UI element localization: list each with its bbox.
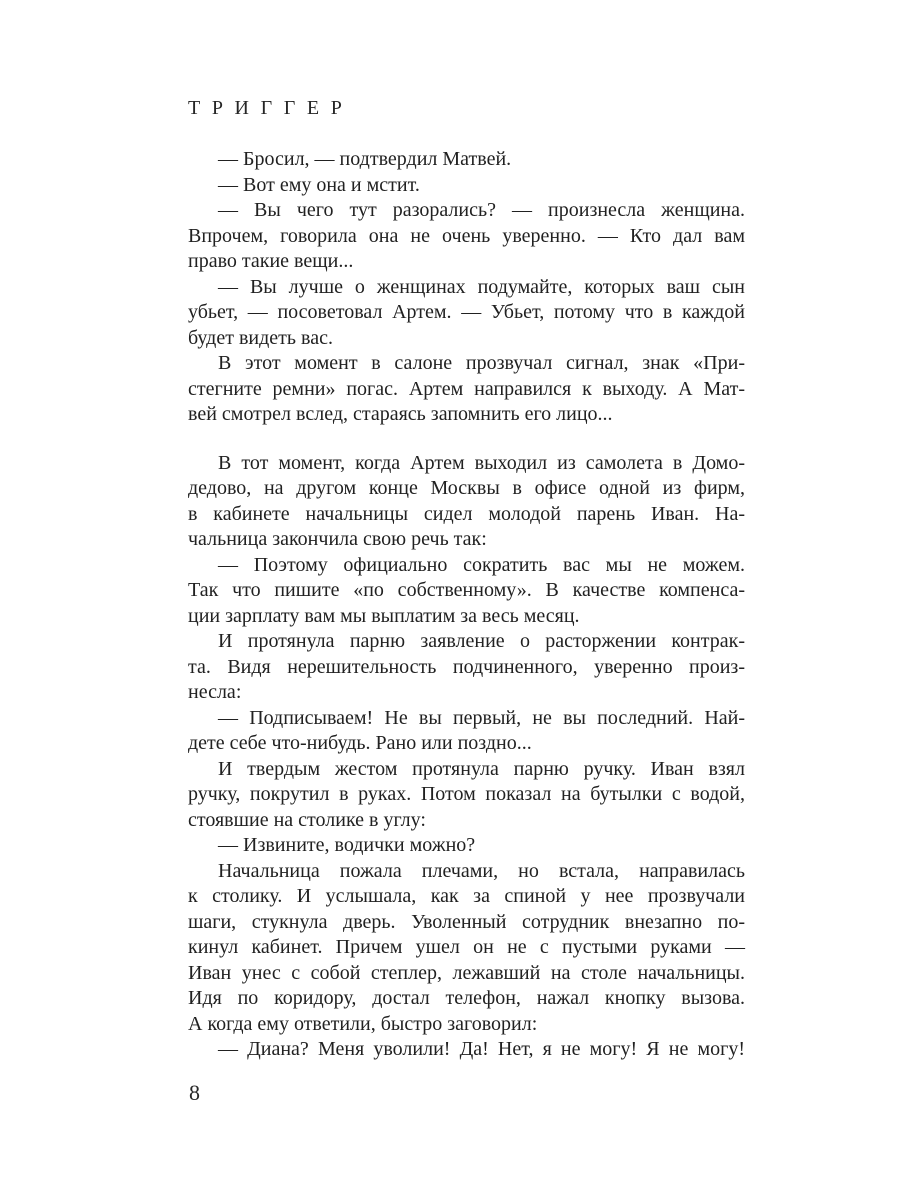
text-line: дете себе что-нибудь. Рано или поздно... (188, 732, 532, 754)
text-line: Иван унес с собой степлер, лежавший на столе начальницы. (188, 961, 745, 984)
text-line: стоявшие на столике в углу: (188, 808, 426, 831)
text-line: кинул кабинет. Причем ушел он не с пустыми руками — (188, 936, 745, 958)
text-line: В тот момент, когда Артем выходил из самолета в Домо- (218, 451, 745, 474)
paragraph (188, 757, 745, 834)
text-line: в кабинете начальницы сидел молодой парень Иван. На- (188, 502, 745, 525)
text-line: ции зарплату вам мы выплатим за весь месяц. (188, 604, 580, 627)
text-line: дедово, на другом конце Москвы в офисе одной из фирм, (188, 477, 745, 499)
text-line: ручку, покрутил в руках. Потом показал на бутылки с водой, (188, 783, 745, 805)
text-line: вей смотрел вслед, стараясь запомнить его лицо... (188, 403, 613, 425)
paragraph (188, 351, 745, 428)
text-line: чальница закончила свою речь так: (188, 528, 487, 550)
running-title: ТРИГГЕР (188, 97, 354, 119)
text-line: — Извините, водички можно? (218, 834, 476, 856)
paragraph (188, 833, 745, 859)
text-line: право такие вещи... (188, 250, 354, 272)
paragraph (188, 173, 745, 199)
text-line: — Бросил, — подтвердил Матвей. (218, 148, 512, 170)
paragraph (188, 553, 745, 630)
text-line: В этот момент в салоне прозвучал сигнал, знак «При- (218, 352, 745, 374)
text-line: та. Видя нерешительность подчиненного, уверенно произ- (188, 655, 745, 678)
paragraph (188, 451, 745, 553)
paragraph (188, 275, 745, 352)
page-number: 8 (189, 1080, 200, 1105)
text-line: к столику. И услышала, как за спиной у нее прозвучали (188, 885, 745, 907)
text-line: Идя по коридору, достал телефон, нажал кнопку вызова. (188, 987, 745, 1009)
paragraph (188, 859, 745, 1038)
paragraph (188, 629, 745, 706)
paragraph (188, 198, 745, 275)
text-line: А когда ему ответили, быстро заговорил: (188, 1012, 538, 1035)
text-line: стегните ремни» погас. Артем направился к выходу. А Мат- (188, 377, 745, 400)
paragraph (188, 706, 745, 757)
text-line: шаги, стукнула дверь. Уволенный сотрудник внезапно по- (188, 910, 745, 933)
text-line: — Поэтому официально сократить вас мы не можем. (218, 553, 745, 576)
text-line: — Вот ему она и мстит. (218, 173, 420, 196)
text-line: будет видеть вас. (188, 326, 333, 349)
text-line: несла: (188, 681, 242, 703)
text-line: И твердым жестом протянула парню ручку. Иван взял (218, 757, 745, 780)
text-line: И протянула парню заявление о расторжении контрак- (218, 630, 745, 652)
page-text (188, 147, 745, 1063)
text-line: убьет, — посоветовал Артем. — Убьет, потому что в каждой (188, 301, 745, 323)
text-line: — Подписываем! Не вы первый, не вы последний. Най- (218, 706, 745, 729)
text-line: Так что пишите «по собственному». В качестве компенса- (188, 579, 745, 601)
paragraph (188, 1037, 745, 1063)
text-line: Начальница пожала плечами, но встала, направилась (218, 859, 745, 882)
text-line: — Диана? Меня уволили! Да! Нет, я не могу! Я не могу! (218, 1038, 745, 1060)
text-line: — Вы лучше о женщинах подумайте, которых ваш сын (218, 275, 745, 298)
paragraph (188, 147, 745, 173)
text-line: — Вы чего тут разорались? — произнесла женщина. (218, 199, 745, 221)
text-line: Впрочем, говорила она не очень уверенно. — Кто дал вам (188, 224, 745, 247)
